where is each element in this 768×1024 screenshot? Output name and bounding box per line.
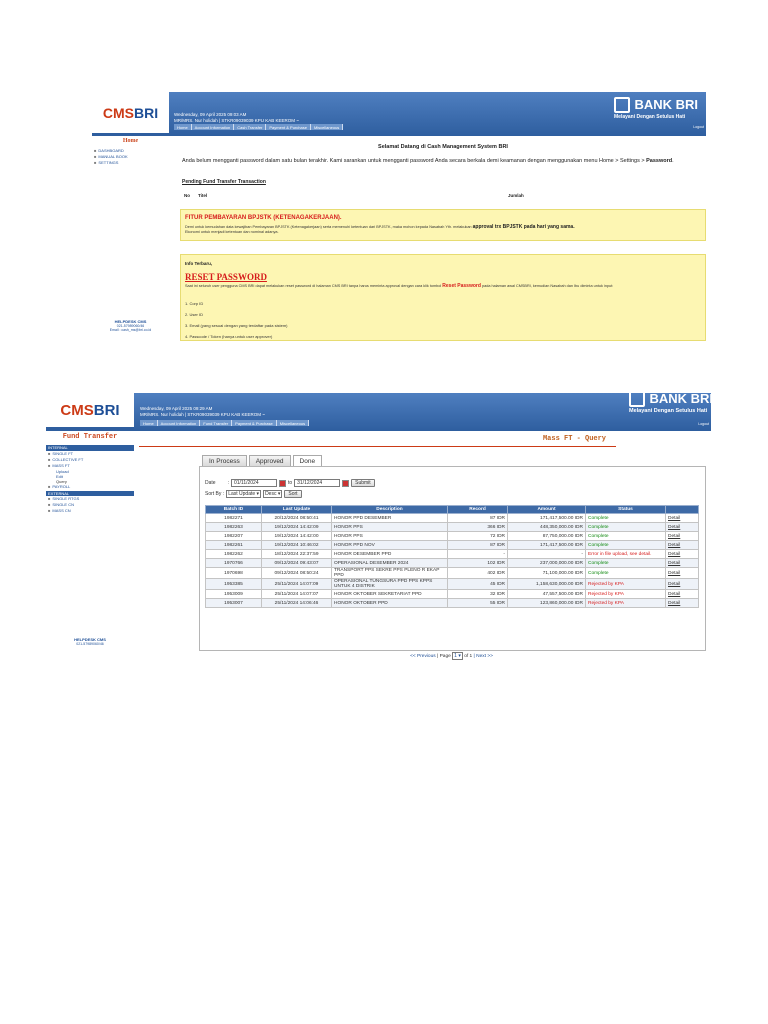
amount-cell: 123,860,000.00 IDR: [540, 600, 583, 606]
last-update-cell: 19/12/2024 10:46:02: [274, 542, 319, 548]
description-cell: [332, 599, 448, 608]
record-cell: [448, 523, 508, 532]
status-cell: [586, 550, 666, 559]
submenu-item-edit[interactable]: Edit: [56, 473, 63, 479]
bpjs-title: FITUR PEMBAYARAN BPJSTK (KETENAGAKERJAAN).: [185, 215, 342, 221]
next-page-link[interactable]: | Next >>: [473, 654, 493, 659]
last-update-cell: 09/12/2024 09:43:07: [274, 560, 319, 566]
status-cell: [586, 541, 666, 550]
batch-id-cell: 1970766: [224, 560, 243, 566]
date-label: Date: [205, 480, 216, 486]
bpjs-text: Demi untuk kemudahan data kewajiban Pembayaran BPJSTK (Ketenagakerjaan) serta memenuhi ketentuan dari BPJSTK, maka mohon kepada Nasabah Yth. melakukan approval trx BPJSTK pada hari yang sama. Ekonomi untuk menjadi ketentuan dan nominal adanya.: [185, 224, 575, 234]
sidebar-item-label: SINGLE RTGS: [52, 496, 80, 501]
amount-cell: [508, 559, 586, 568]
user-info: MR/MRS. Nur holidah | STKR09039039 KPU KAB KEEROM ~: [140, 411, 265, 417]
description-cell: [332, 559, 448, 568]
header-datetime: [140, 406, 265, 417]
column-header-amount: Amount: [508, 506, 586, 514]
sidebar-item-settings[interactable]: [92, 160, 169, 166]
record-cell: [448, 599, 508, 608]
bullet-icon: ■: [48, 456, 51, 462]
user-info: MR/MRS. Nur holidah | STKR09039039 KPU KAB KEEROM ~: [174, 117, 299, 123]
nav-item-home[interactable]: Home: [174, 124, 192, 130]
detail-cell: [666, 523, 699, 532]
batch-id-cell: 1982262: [224, 551, 243, 557]
batch-id-cell: 1953009: [224, 591, 243, 597]
last-update-cell: 18/12/2024 22:37:59: [274, 551, 319, 557]
sidebar-title: Home: [122, 138, 139, 144]
cmsbri-logo[interactable]: CMS BRI: [92, 92, 169, 136]
sidebar-item-label: COLLECTIVE FT: [52, 456, 84, 462]
record-cell: 102 IDR: [487, 560, 505, 566]
status-cell: [586, 590, 666, 599]
detail-cell: [666, 568, 699, 579]
last-update-cell: 19/12/2024 14:42:09: [274, 524, 319, 530]
sidebar-item-label: MASS FT: [52, 462, 70, 468]
bullet-icon: ■: [48, 483, 51, 489]
sidebar: [92, 136, 169, 339]
table-row: [206, 514, 699, 523]
status-cell: Complete: [588, 542, 609, 548]
record-cell: [448, 590, 508, 599]
record-cell: 45 IDR: [490, 581, 505, 587]
tab-approved[interactable]: Approved: [249, 455, 291, 467]
last-update-cell: [262, 514, 332, 523]
bank-name: BANK BRI: [649, 391, 714, 406]
status-cell: [586, 568, 666, 579]
detail-link[interactable]: Detail: [668, 600, 681, 606]
batch-id-cell: [206, 514, 262, 523]
bullet-icon: ■: [94, 148, 97, 153]
batch-id-cell: [206, 541, 262, 550]
detail-cell: [666, 579, 699, 590]
detail-cell: [666, 532, 699, 541]
table-row: [206, 568, 699, 579]
submenu-item-query[interactable]: Query: [56, 478, 67, 484]
detail-cell: [666, 599, 699, 608]
to-label: to: [287, 480, 293, 486]
submenu-item-upload[interactable]: Upload: [56, 468, 69, 474]
cms-home-screenshot: [92, 92, 706, 339]
bullet-icon: ■: [48, 462, 51, 468]
description-cell: [332, 550, 448, 559]
amount-cell: 87,750,000.00 IDR: [542, 533, 583, 539]
description-cell: HONOR PPS: [334, 524, 363, 530]
status-cell: [586, 514, 666, 523]
col-titel: Titel: [198, 193, 208, 198]
nav-item-account-information[interactable]: Account Information: [192, 124, 235, 130]
batch-id-cell: [206, 568, 262, 579]
status-cell: [586, 599, 666, 608]
description-cell: [332, 532, 448, 541]
datetime-text: Wednesday, 09 April 2025 09:29 AM: [140, 406, 213, 411]
description-cell: [332, 541, 448, 550]
reset-password-text: Saat ini seluruh user pengguna CMS BRI dapat melakukan reset password di halaman CMS BRI tanpa harus meminta approval dengan cara klik tombol Reset Password pada halaman awal CMSBRI, kemudian Nasabah dan Ibu diminta untuk input:: [185, 283, 614, 289]
record-cell: 55 IDR: [490, 600, 505, 606]
column-header-status: Status: [586, 506, 666, 514]
description-cell: [332, 514, 448, 523]
last-update-cell: 25/11/2024 14:07:07: [274, 591, 319, 597]
date-from-input[interactable]: 01/11/2024: [231, 479, 277, 487]
batch-id-cell: [206, 523, 262, 532]
record-cell: [448, 568, 508, 579]
batch-id-cell: [206, 532, 262, 541]
helpdesk-title: HELPDESK CMS: [114, 319, 147, 324]
sidebar-item-label: SINGLE CN: [52, 502, 74, 507]
description-cell: OPERASIONAL DESEMBER 2024: [334, 560, 409, 566]
last-update-cell: [262, 599, 332, 608]
detail-cell: [666, 550, 699, 559]
amount-cell: [508, 532, 586, 541]
batch-id-cell: 1982261: [224, 542, 243, 548]
helpdesk-phone: 021-57989060/46: [116, 324, 145, 328]
header-bar: [92, 92, 706, 136]
batch-id-cell: [206, 579, 262, 590]
record-cell: 366 IDR: [487, 524, 505, 530]
column-header-action: [666, 506, 699, 514]
batch-id-cell: 1982263: [224, 524, 243, 530]
calendar-icon[interactable]: [342, 480, 349, 487]
description-cell: [332, 568, 448, 579]
last-update-cell: 09/12/2024 08:50:24: [274, 570, 319, 576]
detail-link[interactable]: Detail: [668, 542, 681, 548]
batch-id-cell: [206, 590, 262, 599]
table-row: [206, 590, 699, 599]
record-cell: [448, 532, 508, 541]
reset-password-box: [180, 254, 706, 341]
home-content: [180, 136, 706, 339]
status-cell: Complete: [588, 560, 609, 566]
detail-link[interactable]: Detail: [668, 551, 681, 557]
batch-id-cell: [206, 599, 262, 608]
nav-item-miscellaneous[interactable]: Miscellaneous: [277, 420, 309, 426]
batch-id-cell: 1953007: [224, 600, 243, 606]
sort-button[interactable]: Sort: [284, 490, 301, 498]
amount-cell: 237,000,000.00 IDR: [540, 560, 583, 566]
nav-item-home[interactable]: Home: [140, 420, 158, 426]
description-cell: HONOR PPD NOV: [334, 542, 375, 548]
reset-requirement-item: 4. Passcode / Token (hanya untuk user approver): [185, 334, 273, 339]
bullet-icon: ■: [94, 160, 97, 165]
bullet-icon: ■: [48, 450, 51, 456]
password-notice: Anda belum mengganti password dalam satu bulan terakhir. Kami sarankan untuk mengganti password Anda secara berkala demi keamanan dengan menggunakan menu Home > Settings > Password.: [182, 158, 674, 164]
amount-cell: [508, 523, 586, 532]
status-cell: Error in file upload, see detail.: [588, 551, 652, 557]
nav-item-payment-purchase[interactable]: Payment & Purchase: [266, 124, 311, 130]
bank-tagline: Melayani Dengan Setulus Hati: [629, 408, 708, 414]
batch-id-cell: [206, 550, 262, 559]
table-row: [206, 550, 699, 559]
last-update-cell: [262, 523, 332, 532]
description-cell: OPERASIONAL TUNGSURA PPD PPS KPPS UNTUK 4 DISTRIK: [334, 579, 433, 589]
record-cell: [448, 559, 508, 568]
tab-in-process[interactable]: In Process: [202, 455, 247, 467]
batch-id-cell: 1982207: [224, 533, 243, 539]
bpjs-notice-box: [180, 209, 706, 241]
detail-link[interactable]: Detail: [668, 570, 681, 576]
submit-button[interactable]: Submit: [351, 479, 375, 487]
sidebar-item-label: SINGLE FT: [52, 450, 74, 456]
amount-cell: 1,158,630,000.00 IDR: [536, 581, 583, 587]
batch-id-cell: 1970698: [224, 570, 243, 576]
detail-cell: [666, 559, 699, 568]
record-cell: [448, 550, 508, 559]
bullet-icon: ■: [94, 154, 97, 159]
bank-tagline: Melayani Dengan Setulus Hati: [614, 114, 686, 120]
last-update-cell: 25/11/2024 14:06:46: [274, 600, 319, 606]
column-header-description: Description: [332, 506, 448, 514]
helpdesk-phone: 021-57989060/46: [76, 642, 104, 646]
description-cell: [332, 590, 448, 599]
sidebar-item-label: SETTINGS: [98, 160, 119, 165]
last-update-cell: [262, 568, 332, 579]
bank-brand: [629, 390, 721, 414]
nav-item-fund-transfer[interactable]: Fund Transfer: [200, 420, 232, 426]
amount-cell: [508, 541, 586, 550]
page-title: Mass FT - Query: [542, 435, 606, 443]
table-row: [206, 559, 699, 568]
last-update-cell: [262, 590, 332, 599]
status-cell: Complete: [588, 533, 609, 539]
bullet-icon: ■: [48, 502, 51, 507]
sort-filter: [205, 490, 302, 498]
column-header-record: Record: [448, 506, 508, 514]
amount-cell: -: [581, 551, 583, 557]
header-bar: [46, 391, 714, 431]
amount-cell: [508, 568, 586, 579]
batch-id-cell: 1953385: [224, 581, 243, 587]
table-row: [206, 599, 699, 608]
page-select[interactable]: 1 ▾: [454, 653, 461, 659]
amount-cell: 171,417,500.00 IDR: [540, 515, 583, 521]
last-update-cell: [262, 559, 332, 568]
section-external: EXTERNAL: [46, 491, 134, 497]
tab-done[interactable]: Done: [293, 455, 323, 467]
last-update-cell: 20/12/2024 08:50:41: [274, 515, 319, 521]
date-to-input[interactable]: 31/12/2024: [294, 479, 340, 487]
bullet-icon: ■: [48, 508, 51, 513]
reset-requirements-list: [185, 298, 288, 342]
mass-ft-query-screenshot: [46, 391, 714, 659]
detail-cell: [666, 590, 699, 599]
status-cell: Complete: [588, 515, 609, 521]
logout-link[interactable]: Logout: [698, 422, 709, 426]
status-cell: Rejected by KPA: [588, 600, 624, 606]
reset-password-title: RESET PASSWORD: [185, 272, 267, 282]
pagination: [205, 652, 698, 660]
calendar-icon[interactable]: [279, 480, 286, 487]
table-row: [206, 523, 699, 532]
last-update-cell: [262, 550, 332, 559]
prev-page-link[interactable]: << Previous: [410, 654, 436, 659]
bri-logo-icon: [614, 97, 630, 113]
amount-cell: 47,557,500.00 IDR: [542, 591, 583, 597]
description-cell: HONOR PPS: [334, 533, 363, 539]
column-header-batch-id: Batch ID: [206, 506, 262, 514]
description-cell: HONOR OKTOBER PPD: [334, 600, 388, 606]
amount-cell: [508, 599, 586, 608]
detail-link[interactable]: Detail: [668, 581, 681, 587]
main-nav: [174, 124, 343, 130]
sidebar-item-label: MASS CN: [52, 508, 71, 513]
amount-cell: 71,100,000.00 IDR: [542, 570, 583, 576]
description-cell: TRANSPORT PPS SEKRE PPS PLENO R EKAP PPD: [334, 568, 440, 578]
welcome-heading: Selamat Datang di Cash Management System BRI: [378, 144, 508, 150]
bank-name: BANK BRI: [634, 97, 699, 112]
section-internal: INTERNAL: [46, 445, 134, 451]
column-header-last-update: Last Update: [262, 506, 332, 514]
record-cell: [448, 541, 508, 550]
amount-cell: [508, 550, 586, 559]
col-jumlah: Jumlah: [508, 193, 524, 198]
cmsbri-logo[interactable]: CMS BRI: [46, 393, 134, 430]
reset-requirement-item: 1. Corp ID: [185, 301, 204, 306]
detail-cell: [666, 514, 699, 523]
last-update-cell: [262, 532, 332, 541]
status-cell: [586, 532, 666, 541]
status-cell: [586, 579, 666, 590]
helpdesk-info: [92, 319, 169, 332]
table-row: [206, 541, 699, 550]
status-cell: Rejected by KPA: [588, 591, 624, 597]
detail-link[interactable]: Detail: [668, 515, 681, 521]
record-cell: 402 IDR: [487, 570, 505, 576]
detail-cell: [666, 541, 699, 550]
sort-field-select[interactable]: Last Update ▾: [228, 491, 260, 497]
bri-logo-icon: [629, 391, 645, 407]
amount-cell: [508, 514, 586, 523]
sortby-label: Sort By :: [205, 491, 225, 497]
last-update-cell: [262, 579, 332, 590]
reset-requirement-item: 2. User ID: [185, 312, 204, 317]
description-cell: HONOR OKTOBER SEKRETARIAT PPD: [334, 591, 422, 597]
table-row: [206, 532, 699, 541]
record-cell: -: [503, 551, 505, 557]
date-filter: Date : 01/11/2024 to 31/12/2024 Submit: [205, 479, 375, 487]
datetime-text: Wednesday, 09 April 2025 09:03 AM: [174, 112, 247, 117]
record-cell: 32 IDR: [490, 591, 505, 597]
record-cell: [448, 514, 508, 523]
amount-cell: [508, 590, 586, 599]
nav-item-miscellaneous[interactable]: Miscellaneous: [311, 124, 343, 130]
batch-id-cell: 1982271: [224, 515, 243, 521]
batch-table: [205, 505, 699, 608]
title-divider: [139, 446, 616, 447]
sidebar-item-label: DASHBOARD: [98, 148, 124, 153]
status-cell: Rejected by KPA: [588, 581, 624, 587]
amount-cell: 448,350,000.00 IDR: [540, 524, 583, 530]
detail-link[interactable]: Detail: [668, 533, 681, 539]
amount-cell: [508, 579, 586, 590]
description-cell: [332, 523, 448, 532]
sort-order-select[interactable]: Desc ▾: [265, 491, 281, 497]
description-cell: HONOR DESEMBER PPD: [334, 551, 392, 557]
detail-link[interactable]: Detail: [668, 560, 681, 566]
nav-item-account-information[interactable]: Account Information: [158, 420, 201, 426]
sidebar-item-payroll[interactable]: ■ PAYROLL: [48, 483, 71, 489]
page-label: | Page: [437, 654, 451, 659]
last-update-cell: 25/11/2024 14:07:09: [274, 581, 319, 587]
bullet-icon: ■: [48, 496, 51, 501]
pending-transfer-title: Pending Fund Transfer Transaction: [182, 179, 266, 185]
sidebar-item-label: MANUAL BOOK: [98, 154, 128, 159]
page-of: of 1: [464, 654, 473, 659]
status-cell: [586, 559, 666, 568]
nav-item-payment-purchase[interactable]: Payment & Purchase: [232, 420, 277, 426]
sidebar-title: Fund Transfer: [62, 433, 118, 441]
info-label: Info Terbaru,: [185, 261, 213, 266]
logout-link[interactable]: Logout: [693, 125, 704, 129]
main-nav: [140, 420, 309, 426]
status-cell: Complete: [588, 524, 609, 530]
status-cell: Complete: [588, 570, 609, 576]
record-cell: 72 IDR: [490, 533, 505, 539]
mass-ft-content: [46, 431, 681, 659]
detail-link[interactable]: Detail: [668, 524, 681, 530]
last-update-cell: [262, 541, 332, 550]
reset-requirement-item: 3. Email (yang sesuai dengan yang terdaftar pada sistem): [185, 323, 288, 328]
record-cell: 87 IDR: [490, 515, 505, 521]
record-cell: [448, 579, 508, 590]
amount-cell: 171,417,500.00 IDR: [540, 542, 583, 548]
helpdesk-title: HELPDESK CMS: [74, 637, 106, 642]
table-row: [206, 579, 699, 590]
status-cell: [586, 523, 666, 532]
col-no: No: [184, 193, 190, 198]
last-update-cell: 19/12/2024 14:42:00: [274, 533, 319, 539]
batch-id-cell: [206, 559, 262, 568]
description-cell: [332, 579, 448, 590]
detail-link[interactable]: Detail: [668, 591, 681, 597]
record-cell: 87 IDR: [490, 542, 505, 548]
helpdesk-email[interactable]: Email : cash_ms@bri.co.id: [109, 328, 152, 332]
description-cell: HONOR PPD DESEMBER: [334, 515, 392, 521]
header-datetime: [174, 112, 299, 123]
bank-brand: [614, 96, 714, 120]
nav-item-cash-transfer[interactable]: Cash Transfer: [234, 124, 266, 130]
query-panel: [199, 466, 706, 659]
